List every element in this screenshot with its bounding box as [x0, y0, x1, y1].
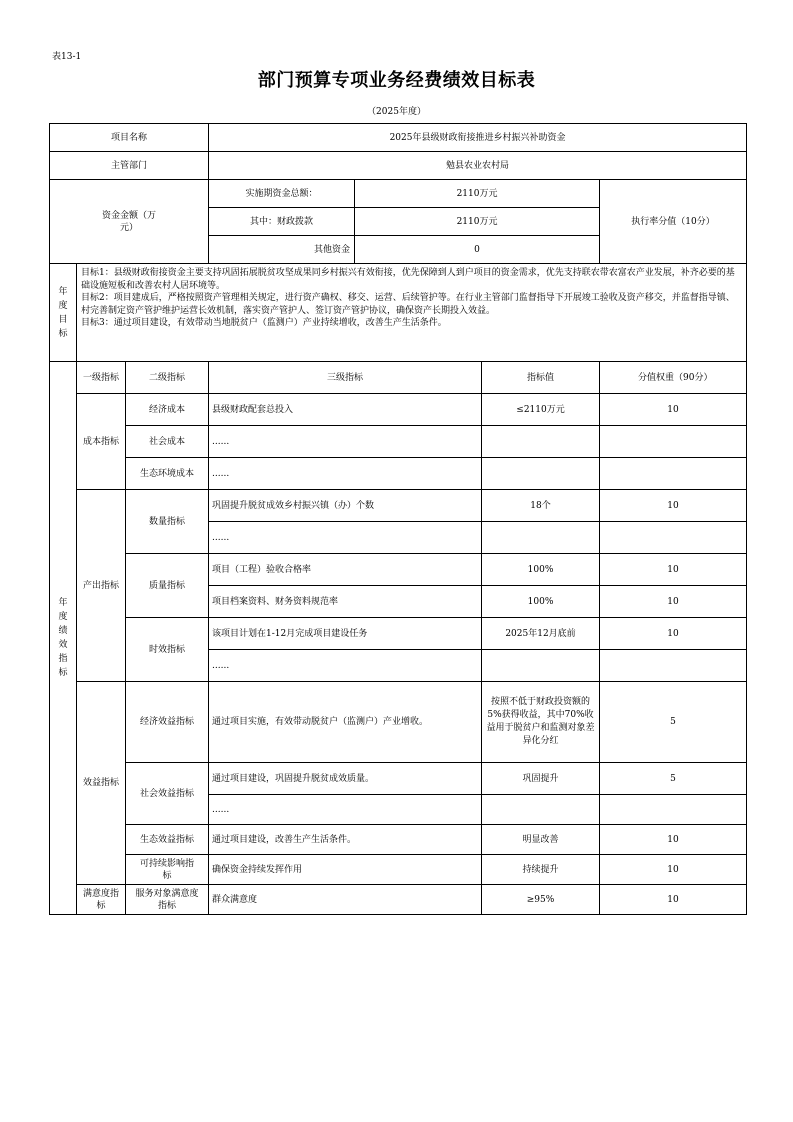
benefit-social: 社会效益指标	[126, 763, 209, 825]
satisfaction-level1: 满意度指标	[77, 885, 126, 915]
header-weight: 分值权重（90分）	[600, 362, 747, 394]
output-time: 时效指标	[126, 618, 209, 682]
output-time-item: 该项目计划在1-12月完成项目建设任务	[209, 618, 482, 650]
project-name-label: 项目名称	[50, 124, 209, 152]
cost-econ-value: ≤2110万元	[482, 394, 600, 426]
output-qty-score: 10	[600, 490, 747, 522]
header-level2: 二级指标	[126, 362, 209, 394]
form-number: 表13-1	[52, 52, 82, 62]
cost-eco: 生态环境成本	[126, 458, 209, 490]
output-quality-item1: 项目（工程）验收合格率	[209, 554, 482, 586]
satisfaction-score: 10	[600, 885, 747, 915]
exec-rate-label: 执行率分值（10分）	[600, 180, 747, 264]
benefit-eco: 生态效益指标	[126, 825, 209, 855]
annual-goals-label: 年度目标	[50, 264, 77, 362]
header-level1: 一级指标	[77, 362, 126, 394]
output-quality-score1: 10	[600, 554, 747, 586]
fund-fiscal-label: 其中：财政拨款	[209, 208, 355, 236]
cost-social-item: ......	[209, 426, 482, 458]
project-name-value: 2025年县级财政衔接推进乡村振兴补助资金	[209, 124, 747, 152]
benefit-eco-value: 明显改善	[482, 825, 600, 855]
benefit-social-value2	[482, 795, 600, 825]
benefit-sustain-item: 确保资金持续发挥作用	[209, 855, 482, 885]
benefit-level1: 效益指标	[77, 682, 126, 885]
output-qty-score2	[600, 522, 747, 554]
output-qty-value: 18个	[482, 490, 600, 522]
benefit-social-score2	[600, 795, 747, 825]
year-note: （2025年度）	[367, 107, 426, 117]
cost-social-value	[482, 426, 600, 458]
output-time-value2	[482, 650, 600, 682]
fund-total-label: 实施期资金总额：	[209, 180, 355, 208]
benefit-social-item: 通过项目建设，巩固提升脱贫成效质量。	[209, 763, 482, 795]
output-qty-item2: ......	[209, 522, 482, 554]
output-quality-item2: 项目档案资料、财务资料规范率	[209, 586, 482, 618]
benefit-econ: 经济效益指标	[126, 682, 209, 763]
cost-eco-score	[600, 458, 747, 490]
output-time-value: 2025年12月底前	[482, 618, 600, 650]
fund-other-value: 0	[355, 236, 600, 264]
benefit-sustain: 可持续影响指标	[126, 855, 209, 885]
benefit-eco-score: 10	[600, 825, 747, 855]
benefit-econ-score: 5	[600, 682, 747, 763]
output-time-item2: ......	[209, 650, 482, 682]
page-title: 部门预算专项业务经费绩效目标表	[257, 70, 536, 91]
goal-3: 目标3：通过项目建设，有效带动当地脱贫户（监测户）产业持续增收，改善生产生活条件。	[81, 318, 447, 328]
benefit-social-score: 5	[600, 763, 747, 795]
output-quality-value1: 100%	[482, 554, 600, 586]
dept-label: 主管部门	[50, 152, 209, 180]
cost-eco-value	[482, 458, 600, 490]
output-time-score: 10	[600, 618, 747, 650]
fund-fiscal-value: 2110万元	[355, 208, 600, 236]
cost-econ-score: 10	[600, 394, 747, 426]
goal-2: 目标2：项目建成后，严格按照资产管理相关规定，进行资产确权、移交、运营、后续管护等。在行业主管部门监督指导下开展竣工验收及资产移交，并监督指导镇、村完善制定资产管护维护运营长效机制，落实资产管护人、签订资产管护协议，确保资产长期投入效益。	[81, 293, 735, 316]
cost-level1: 成本指标	[77, 394, 126, 490]
benefit-social-value: 巩固提升	[482, 763, 600, 795]
cost-eco-item: ......	[209, 458, 482, 490]
output-qty-value2	[482, 522, 600, 554]
annual-perf-label: 年度绩效指标	[50, 362, 77, 915]
header-level3: 三级指标	[209, 362, 482, 394]
cost-econ: 经济成本	[126, 394, 209, 426]
performance-table	[49, 123, 747, 915]
satisfaction-item: 群众满意度	[209, 885, 482, 915]
benefit-econ-value: 按照不低于财政投资额的5%获得收益，其中70%收益用于脱贫户和监测对象差异化分红	[482, 682, 600, 763]
fund-amount-label: 资金金额（万元）	[50, 180, 209, 264]
cost-social-score	[600, 426, 747, 458]
goal-1: 目标1：县级财政衔接资金主要支持巩固拓展脱贫攻坚成果同乡村振兴有效衔接，优先保障到人到户项目的资金需求，优先支持联农带农富农产业发展，补齐必要的基础设施短板和改善农村人居环境等。	[81, 268, 735, 291]
cost-social: 社会成本	[126, 426, 209, 458]
output-time-score2	[600, 650, 747, 682]
fund-total-value: 2110万元	[355, 180, 600, 208]
benefit-eco-item: 通过项目建设，改善生产生活条件。	[209, 825, 482, 855]
output-qty: 数量指标	[126, 490, 209, 554]
benefit-social-item2: ......	[209, 795, 482, 825]
benefit-sustain-score: 10	[600, 855, 747, 885]
annual-goals-text	[77, 264, 747, 362]
header-value: 指标值	[482, 362, 600, 394]
benefit-econ-item: 通过项目实施，有效带动脱贫户（监测户）产业增收。	[209, 682, 482, 763]
output-quality-value2: 100%	[482, 586, 600, 618]
satisfaction-level2: 服务对象满意度指标	[126, 885, 209, 915]
dept-value: 勉县农业农村局	[209, 152, 747, 180]
output-qty-item: 巩固提升脱贫成效乡村振兴镇（办）个数	[209, 490, 482, 522]
cost-econ-item: 县级财政配套总投入	[209, 394, 482, 426]
satisfaction-value: ≥95%	[482, 885, 600, 915]
output-quality-score2: 10	[600, 586, 747, 618]
fund-other-label: 其他资金	[209, 236, 355, 264]
output-quality: 质量指标	[126, 554, 209, 618]
output-level1: 产出指标	[77, 490, 126, 682]
benefit-sustain-value: 持续提升	[482, 855, 600, 885]
